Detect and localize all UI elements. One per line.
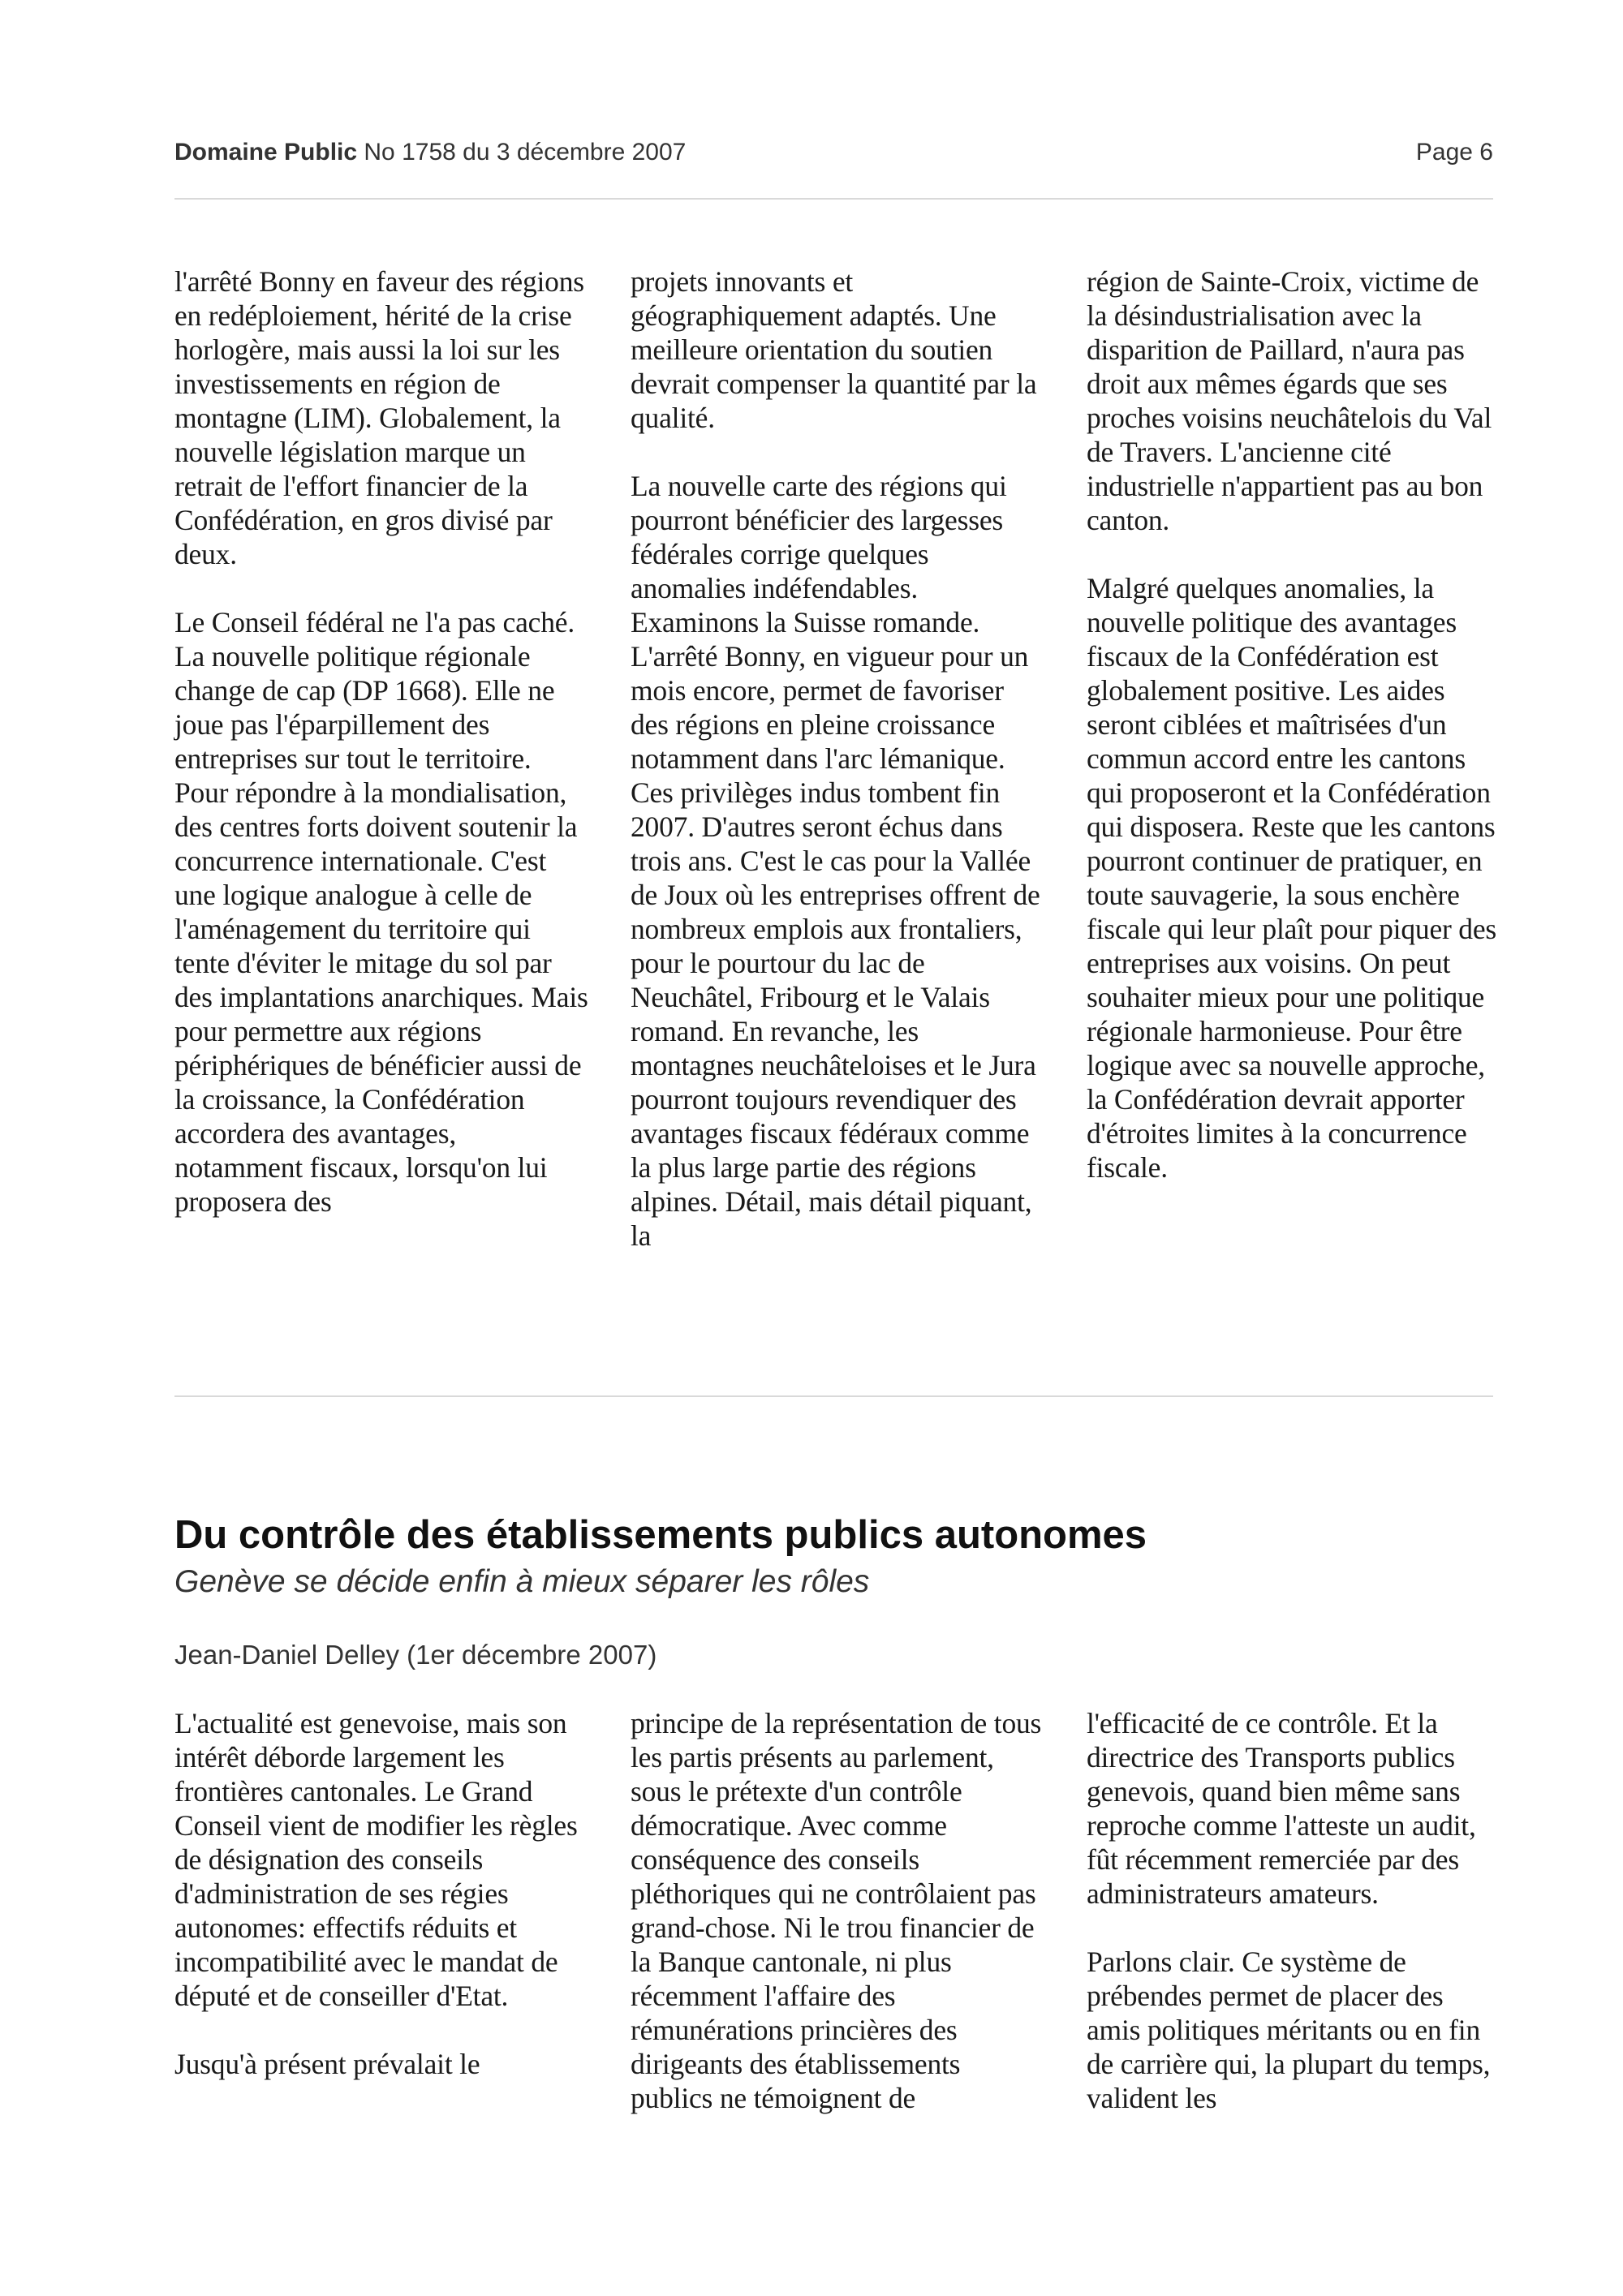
issue-info: No 1758 du 3 décembre 2007 bbox=[364, 139, 687, 166]
running-header bbox=[174, 136, 1493, 169]
article-byline: Jean-Daniel Delley (1er décembre 2007) bbox=[174, 1640, 657, 1670]
article-column-1 bbox=[174, 1706, 588, 2115]
paragraph: projets innovants et géographiquement adaptés. Une meilleure orientation du soutien devrait compenser la quantité par la qualité. bbox=[631, 265, 1037, 434]
new-article-body bbox=[174, 1706, 1505, 2115]
publication-name: Domaine Public bbox=[174, 139, 358, 166]
article-divider bbox=[174, 1395, 1493, 1397]
paragraph: La nouvelle carte des régions qui pourront bénéficier des largesses fédérales corrige quelques anomalies indéfendables. Examinons la Suisse romande. L'arrêté Bonny, en vigueur pour un mois encore, permet de favoriser des régions en pleine croissance notamment dans l'arc lémanique. Ces privilèges indus tombent fin 2007. D'autres seront échus dans trois ans. C'est le cas pour la Vallée de Joux où les entreprises offrent de nombreux emplois aux frontaliers, pour le pourtour du lac de Neuchâtel, Fribourg et le Valais romand. En revanche, les montagnes neuchâteloises et le Jura pourront toujours revendiquer des avantages fiscaux fédéraux comme la plus large partie des régions alpines. Détail, mais détail piquant, la bbox=[631, 470, 1040, 1252]
article-column-2 bbox=[631, 1706, 1044, 2115]
paragraph: l'efficacité de ce contrôle. Et la directrice des Transports publics genevois, quand bien même sans reproche comme l'atteste un audit, fût récemment remerciée par des administrateurs amateurs. bbox=[1087, 1707, 1476, 1910]
article-title: Du contrôle des établissements publics autonomes bbox=[174, 1513, 1147, 1557]
paragraph: l'arrêté Bonny en faveur des régions en redéploiement, hérité de la crise horlogère, mais aussi la loi sur les investissements en région de montagne (LIM). Globalement, la nouvelle législation marque un retrait de l'effort financier de la Confédération, en gros divisé par deux. bbox=[174, 265, 584, 570]
header-divider bbox=[174, 198, 1493, 200]
paragraph: région de Sainte-Croix, victime de la désindustrialisation avec la disparition de Paillard, n'aura pas droit aux mêmes égards que ses proches voisins neuchâtelois du Val de Travers. L'ancienne cité industrielle n'appartient pas au bon canton. bbox=[1087, 265, 1492, 536]
paragraph: Malgré quelques anomalies, la nouvelle politique des avantages fiscaux de la Confédération est globalement positive. Les aides seront ciblées et maîtrisées d'un commun accord entre les cantons qui proposeront et la Confédération qui disposera. Reste que les cantons pourront continuer de pratiquer, en toute sauvagerie, la sous enchère fiscale qui leur plaît pour piquer des entreprises aux voisins. On peut souhaiter mieux pour une politique régionale harmonieuse. Pour être logique avec sa nouvelle approche, la Confédération devrait apporter d'étroites limites à la concurrence fiscale. bbox=[1087, 572, 1497, 1184]
paragraph: Le Conseil fédéral ne l'a pas caché. La nouvelle politique régionale change de cap (DP 1668). Elle ne joue pas l'éparpillement des entreprises sur tout le territoire. Pour répondre à la mondialisation, des centres forts doivent soutenir la concurrence internationale. C'est une logique analogue à celle de l'aménagement du territoire qui tente d'éviter le mitage du sol par des implantations anarchiques. Mais pour permettre aux régions périphériques de bénéficier aussi de la croissance, la Confédération accordera des avantages, notamment fiscaux, lorsqu'on lui proposera des bbox=[174, 606, 588, 1218]
article-column-1 bbox=[174, 264, 588, 1253]
paragraph: Jusqu'à présent prévalait le bbox=[174, 2048, 480, 2080]
paragraph: Parlons clair. Ce système de prébendes permet de placer des amis politiques méritants ou en fin de carrière qui, la plupart du temps, valident les bbox=[1087, 1946, 1491, 2114]
article-column-3 bbox=[1087, 1706, 1500, 2115]
page-number: Page 6 bbox=[1415, 139, 1493, 166]
article-subtitle: Genève se décide enfin à mieux séparer les rôles bbox=[174, 1564, 870, 1599]
paragraph: principe de la représentation de tous les partis présents au parlement, sous le prétexte d'un contrôle démocratique. Avec comme conséquence des conseils pléthoriques qui ne contrôlaient pas grand-chose. Ni le trou financier de la Banque cantonale, ni plus récemment l'affaire des rémunérations princières des dirigeants des établissements publics ne témoignent de bbox=[631, 1707, 1042, 2114]
article-column-3 bbox=[1087, 264, 1500, 1253]
paragraph: L'actualité est genevoise, mais son intérêt déborde largement les frontières cantonales. Le Grand Conseil vient de modifier les règles de désignation des conseils d'administration de ses régies autonomes: effectifs réduits et incompatibilité avec le mandat de député et de conseiller d'Etat. bbox=[174, 1707, 578, 2012]
continued-article-body bbox=[174, 264, 1505, 1253]
article-column-2 bbox=[631, 264, 1044, 1253]
